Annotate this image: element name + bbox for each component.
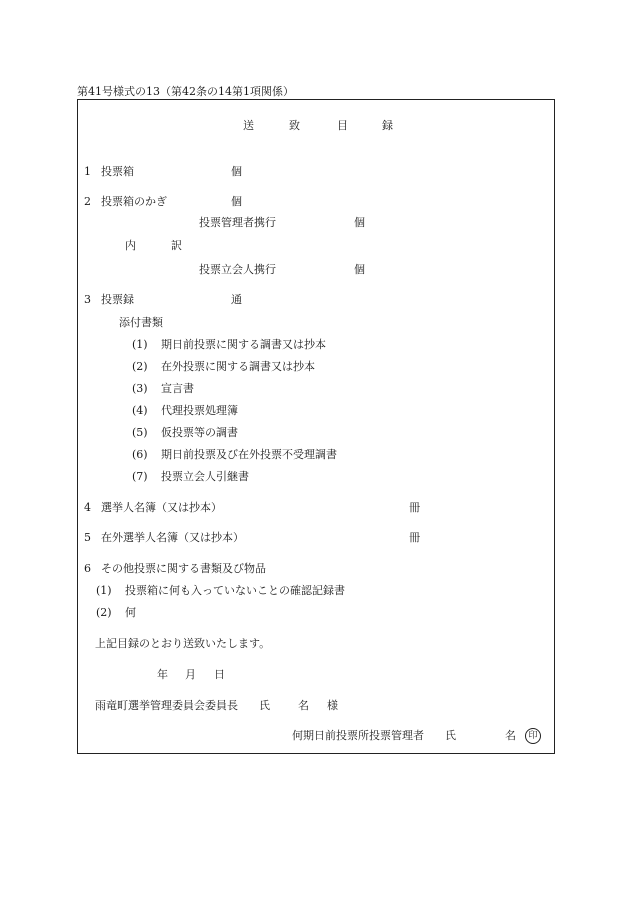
date-year: 年	[157, 668, 168, 681]
item6-sub2-text: 何	[125, 606, 136, 619]
date-month: 月	[185, 668, 196, 681]
item3-number: 3	[84, 293, 91, 306]
attachment-7-number: (7)	[132, 470, 148, 483]
item6-sub1-text: 投票箱に何も入っていないことの確認記録書	[125, 584, 345, 597]
item6-label: その他投票に関する書類及び物品	[101, 562, 266, 575]
item2-unit: 個	[231, 195, 242, 208]
item4-unit: 冊	[409, 501, 420, 514]
item3-label: 投票録	[101, 293, 134, 306]
item6-sub2-number: (2)	[96, 606, 112, 619]
item4-label: 選挙人名簿（又は抄本）	[101, 501, 222, 514]
seal-mark-icon: 印	[525, 728, 541, 744]
item2-label: 投票箱のかぎ	[101, 195, 167, 208]
title-char-3: 目	[337, 119, 348, 132]
sender-shi: 氏	[445, 729, 456, 742]
item1-label: 投票箱	[101, 165, 134, 178]
title-char-1: 送	[243, 119, 254, 132]
item2-row1-label: 投票管理者携行	[199, 216, 276, 229]
addressee-shi: 氏	[259, 699, 270, 712]
sender-mei: 名	[505, 729, 516, 742]
attachment-7-text: 投票立会人引継書	[161, 470, 249, 483]
sender-title: 何期日前投票所投票管理者	[292, 729, 424, 742]
attachment-4-text: 代理投票処理簿	[161, 404, 238, 417]
attachments-heading: 添付書類	[119, 316, 163, 329]
item6-number: 6	[84, 562, 91, 575]
attachment-5-text: 仮投票等の調書	[161, 426, 238, 439]
title-char-4: 録	[382, 119, 393, 132]
item2-breakdown-char-2: 訳	[171, 239, 182, 252]
title-char-2: 致	[289, 119, 300, 132]
attachment-6-text: 期日前投票及び在外投票不受理調書	[161, 448, 337, 461]
attachment-1-number: (1)	[132, 338, 148, 351]
item2-breakdown-char-1: 内	[125, 239, 136, 252]
date-day: 日	[214, 668, 225, 681]
form-number-label: 第41号様式の13（第42条の14第1項関係）	[77, 85, 294, 98]
attachment-3-text: 宣言書	[161, 382, 194, 395]
addressee-mei: 名	[298, 699, 309, 712]
attachment-2-number: (2)	[132, 360, 148, 373]
item6-sub1-number: (1)	[96, 584, 112, 597]
statement-text: 上記目録のとおり送致いたします。	[95, 637, 271, 650]
item5-number: 5	[84, 531, 91, 544]
item5-unit: 冊	[409, 531, 420, 544]
attachment-3-number: (3)	[132, 382, 148, 395]
item1-number: 1	[84, 165, 91, 178]
item2-row2-label: 投票立会人携行	[199, 263, 276, 276]
addressee-org: 雨竜町選挙管理委員会委員長	[95, 699, 238, 712]
document-frame	[77, 99, 555, 754]
attachment-5-number: (5)	[132, 426, 148, 439]
attachment-6-number: (6)	[132, 448, 148, 461]
addressee-sama: 様	[327, 699, 338, 712]
attachment-1-text: 期日前投票に関する調書又は抄本	[161, 338, 326, 351]
attachment-2-text: 在外投票に関する調書又は抄本	[161, 360, 315, 373]
item2-row2-unit: 個	[354, 263, 365, 276]
attachment-4-number: (4)	[132, 404, 148, 417]
item3-unit: 通	[231, 293, 242, 306]
item1-unit: 個	[231, 165, 242, 178]
item2-number: 2	[84, 195, 91, 208]
item2-row1-unit: 個	[354, 216, 365, 229]
item4-number: 4	[84, 501, 91, 514]
item5-label: 在外選挙人名簿（又は抄本）	[101, 531, 244, 544]
